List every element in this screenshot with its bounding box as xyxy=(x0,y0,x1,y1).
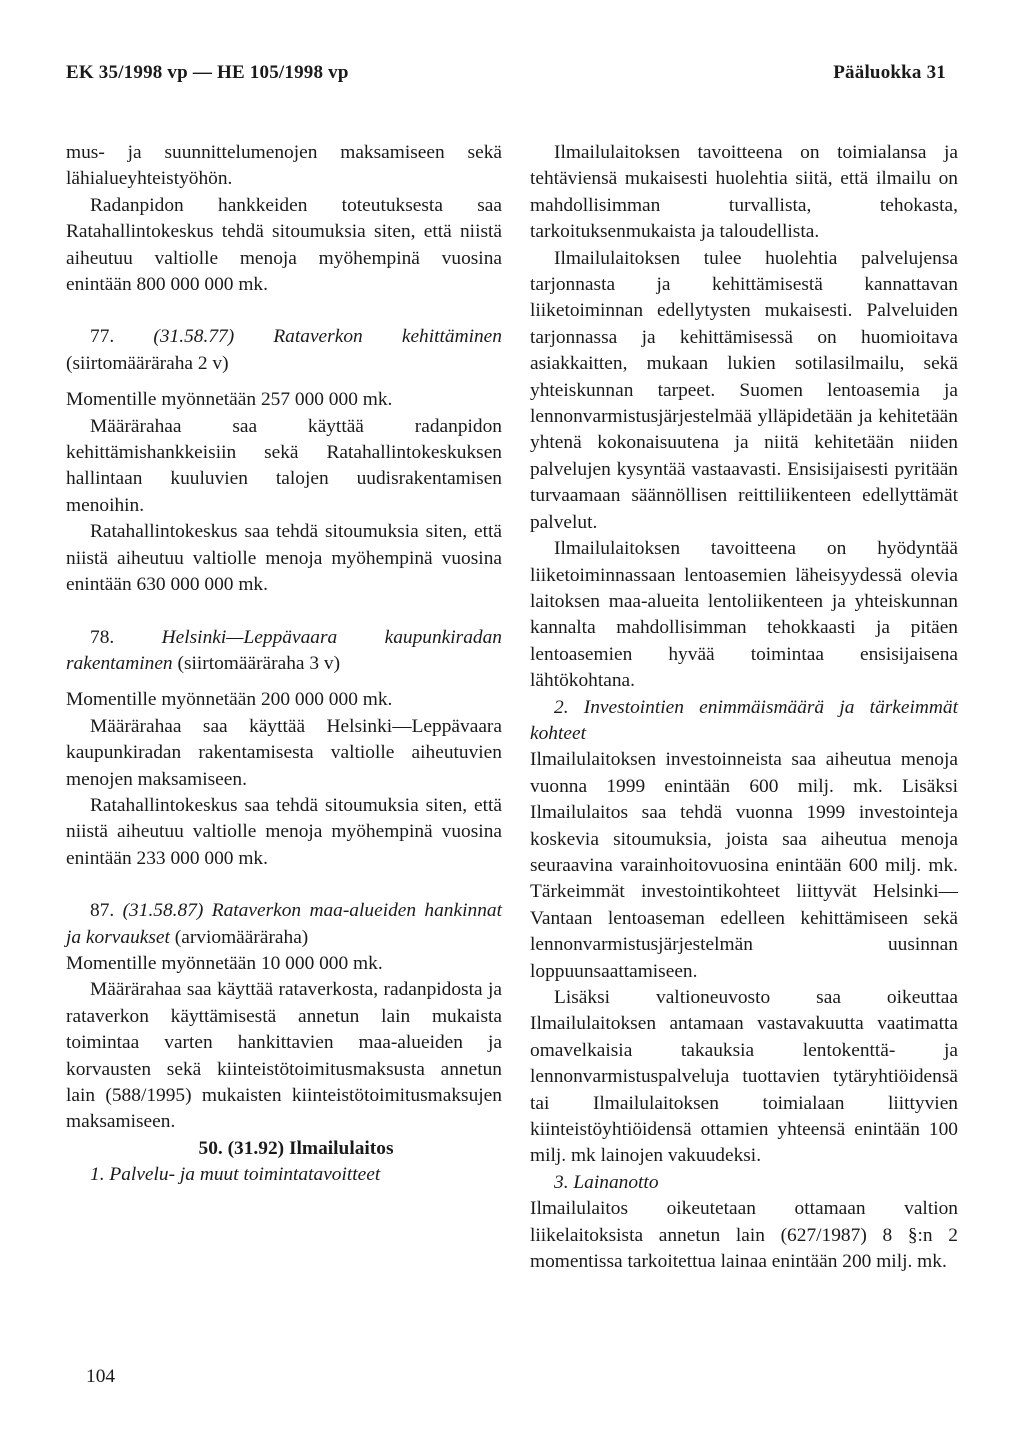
paragraph: mus- ja suunnittelumenojen maksamiseen sekä lähialueyhteistyöhön. xyxy=(66,142,502,190)
paragraph: Ilmailulaitoksen investoinneista saa aiheutua menoja vuonna 1999 enintään 600 milj. mk. Lisäksi Ilmailulaitos saa tehdä vuonna 1999 investointeja koskevia sitoumuksia, joista saa aiheutua menoja seuraavina varainhoitovuosina enintään 600 milj. mk. Tärkeimmät investointikohteet liittyvät Helsinki—Vantaan lentoaseman edelleen kehittämiseen sekä lennonvarmistusjärjestelmän uusinnan loppuunsaattamiseen. xyxy=(530,749,958,982)
item-type: (siirtomääräraha 3 v) xyxy=(177,652,341,674)
left-column xyxy=(66,140,502,1189)
item-77-heading xyxy=(66,324,502,377)
item-type: (arviomääräraha) xyxy=(174,926,309,948)
paragraph: Radanpidon hankkeiden toteutuksesta saa Ratahallintokeskus tehdä sitoumuksia siten, että niistä aiheutuu valtiolle menoja myöhempinä vuosina enintään 800 000 000 mk. xyxy=(66,194,502,296)
item-number: 87. xyxy=(90,900,115,922)
subsection-heading: 1. Palvelu- ja muut toimintatavoitteet xyxy=(90,1164,381,1186)
paragraph: Ilmailulaitoksen tavoitteena on toimialansa ja tehtäviensä mukaisesti huolehtia siitä, että ilmailu on mahdollisimman turvallista, tehokasta, tarkoituksenmukaista ja taloudellista. xyxy=(530,142,958,243)
grant-line: Momentille myönnetään 200 000 000 mk. xyxy=(66,689,393,711)
paragraph: Ilmailulaitos oikeutetaan ottamaan valtion liikelaitoksista annetun lain (627/1987) 8 §:n 2 momentissa tarkoitettua lainaa enintään 200 milj. mk. xyxy=(530,1198,958,1273)
item-title: Rataverkon kehittäminen xyxy=(273,326,502,348)
right-column xyxy=(530,140,958,1275)
subsection-heading: 3. Lainanotto xyxy=(554,1171,659,1193)
item-code: (31.58.77) xyxy=(153,326,235,348)
paragraph: Määrärahaa saa käyttää rataverkosta, radanpidosta ja rataverkon käyttämisestä annetun lain mukaista toimintaa varten hankittavien maa-alueiden ja korvausten sekä kiinteistötoimitusmaksusta annetun lain (588/1995) mukaisten kiinteistötoimitusmaksujen maksamiseen. xyxy=(66,979,502,1133)
running-head-right: Pääluokka 31 xyxy=(833,62,946,83)
paragraph: Lisäksi valtioneuvosto saa oikeuttaa Ilmailulaitoksen antamaan vastavakuutta vaatimatta omavelkaisia takauksia lentokenttä- ja lennonvarmistuspalveluja tuottavien tytäryhtiöidensä tai Ilmailulaitoksen toimialaan liittyvien kiinteistöyhtiöidensä ottamien yhteensä enintään 100 milj. mk lainojen vakuudeksi. xyxy=(530,987,958,1167)
item-type: (siirtomääräraha 2 v) xyxy=(66,352,229,374)
item-title: Helsinki—Leppävaara kaupunkiradan rakentaminen xyxy=(66,626,502,674)
running-head-left: EK 35/1998 vp — HE 105/1998 vp xyxy=(66,62,349,83)
item-title: Rataverkon maa-alueiden hankinnat ja korvaukset xyxy=(66,900,502,948)
subsection-heading: 2. Investointien enimmäismäärä ja tärkeimmät kohteet xyxy=(530,696,958,744)
item-code: (31.58.87) xyxy=(122,900,204,922)
paragraph: Ilmailulaitoksen tulee huolehtia palvelujensa tarjonnasta ja kehittämisestä kannattavan liiketoiminnan edellytysten mukaisesti. Palveluiden tarjonnassa ja kehittämisessä on huomioitava asiakkaitten, mukaan lukien sotilasilmailu, sekä yhteiskunnan tarpeet. Suomen lentoasemia ja lennonvarmistusjärjestelmää ylläpidetään ja kehitetään yhtenä kokonaisuutena ja niitä kehitetään niiden palvelujen kysyntää vastaavasti. Ensisijaisesti pyritään turvaamaan säännöllisen reittiliikenteen edellyttämät palvelut. xyxy=(530,247,958,533)
grant-line: Momentille myönnetään 257 000 000 mk. xyxy=(66,389,393,411)
item-number: 77. xyxy=(90,326,115,348)
item-87-heading xyxy=(66,898,502,951)
paragraph: Ratahallintokeskus saa tehdä sitoumuksia siten, että niistä aiheutuu valtiolle menoja myöhempinä vuosina enintään 630 000 000 mk. xyxy=(66,521,502,596)
paragraph: Määrärahaa saa käyttää Helsinki—Leppävaara kaupunkiradan rakentamisesta valtiolle aiheutuvien menojen maksamiseen. xyxy=(66,715,502,790)
grant-line: Momentille myönnetään 10 000 000 mk. xyxy=(66,952,383,974)
paragraph: Ilmailulaitoksen tavoitteena on hyödyntää liiketoiminnassaan lentoasemien läheisyydessä olevia laitoksen maa-alueita lentoliikenteen ja yhteiskunnan kannalta mahdollisimman tehokkaasti ja pitäen lentoasemien hyvää toimintaa ensisijaisena lähtökohtana. xyxy=(530,538,958,692)
paragraph: Ratahallintokeskus saa tehdä sitoumuksia siten, että niistä aiheutuu valtiolle menoja myöhempinä vuosina enintään 233 000 000 mk. xyxy=(66,794,502,869)
item-number: 78. xyxy=(90,626,115,648)
page-number: 104 xyxy=(86,1366,116,1387)
section-heading: 50. (31.92) Ilmailulaitos xyxy=(198,1137,394,1159)
paragraph: Määrärahaa saa käyttää radanpidon kehittämishankkeisiin sekä Ratahallintokeskuksen hallintaan kuuluvien talojen uudisrakentamisen menoihin. xyxy=(66,415,502,516)
item-78-heading xyxy=(66,625,502,678)
